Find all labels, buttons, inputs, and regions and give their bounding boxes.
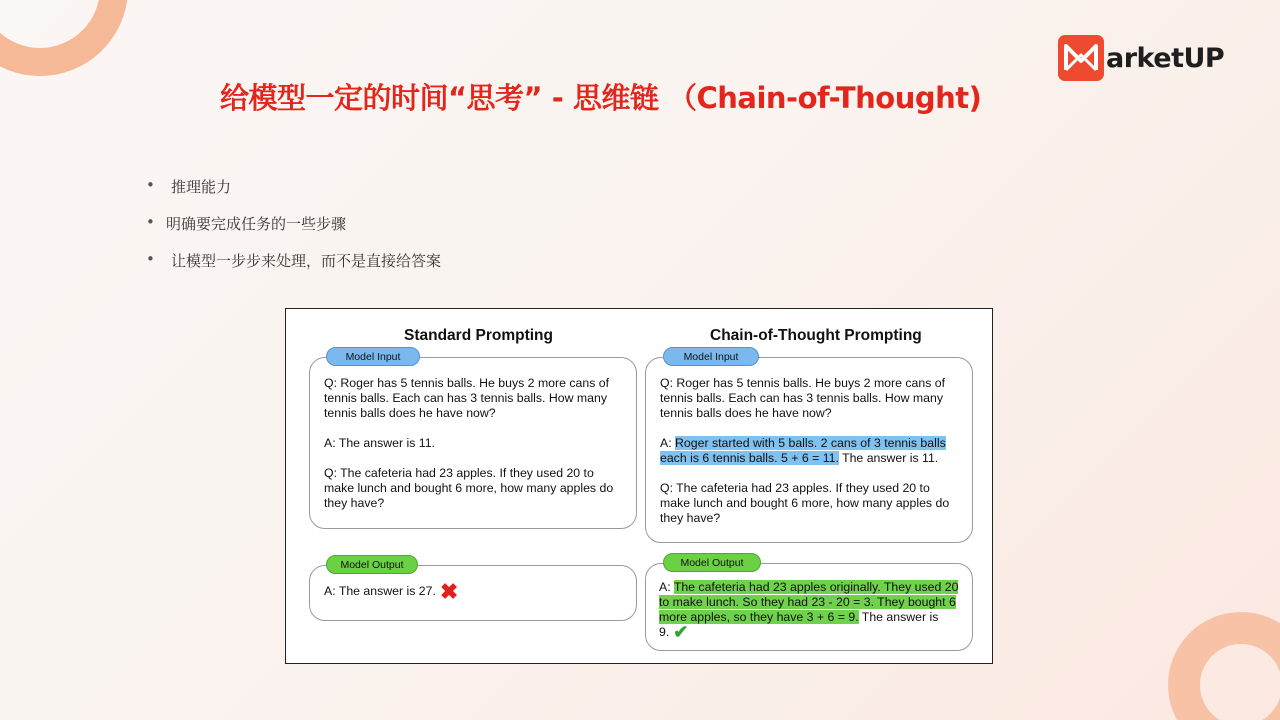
- cot-reasoning-highlight: Roger started with 5 balls. 2 cans of 3 tennis balls each is 6 tennis balls. 5 + 6 = 11.: [660, 436, 946, 465]
- cot-output-prefix: A:: [659, 580, 674, 594]
- standard-model-input-pill: Model Input: [326, 347, 420, 366]
- cot-prompting-title: Chain-of-Thought Prompting: [710, 327, 922, 344]
- prompting-comparison-figure: [285, 308, 993, 664]
- cross-icon: ✖: [439, 579, 459, 605]
- standard-input-question-1: Q: Roger has 5 tennis balls. He buys 2 more cans of tennis balls. Each can has 3 tennis balls. How many tennis balls does he have now?: [324, 376, 610, 420]
- cot-answer-suffix: The answer is 11.: [838, 451, 939, 465]
- standard-prompting-title: Standard Prompting: [404, 327, 553, 344]
- cot-output-box: [645, 563, 973, 651]
- slide-title: 给模型一定的时间“思考” - 思维链 （Chain-of-Thought): [220, 81, 982, 115]
- bullet-item: • 明确要完成任务的一些步骤: [146, 213, 347, 233]
- standard-output-text: A: The answer is 27.: [324, 584, 436, 598]
- bullet-list: [146, 176, 441, 287]
- cot-model-output-pill: Model Output: [663, 553, 761, 572]
- standard-input-answer-1: A: The answer is 11.: [324, 436, 435, 450]
- bullet-text: 推理能力: [171, 178, 232, 196]
- cot-output-suffix: The answer is 9.: [659, 610, 939, 639]
- logo-wordmark: arketUP: [1106, 42, 1225, 74]
- bullet-item: • 推理能力: [146, 176, 232, 196]
- decorative-arc-top-left: [0, 0, 128, 76]
- cot-answer-prefix: A:: [660, 436, 676, 450]
- marketup-logo: [1058, 33, 1224, 83]
- decorative-ring-bottom-right: [1168, 612, 1280, 720]
- standard-model-output-pill: Model Output: [326, 555, 418, 574]
- cot-input-answer-1: [660, 436, 959, 466]
- standard-input-question-2: Q: The cafeteria had 23 apples. If they used 20 to make lunch and bought 6 more, how many apples do they have?: [324, 466, 614, 510]
- cot-input-question-2: Q: The cafeteria had 23 apples. If they used 20 to make lunch and bought 6 more, how many apples do they have?: [660, 481, 950, 525]
- cot-model-input-pill: Model Input: [663, 347, 759, 366]
- cot-input-question-1: Q: Roger has 5 tennis balls. He buys 2 more cans of tennis balls. Each can has 3 tennis balls. How many tennis balls does he have now?: [660, 376, 946, 420]
- marketup-logo-icon: [1058, 35, 1104, 81]
- check-icon: ✔: [673, 622, 689, 643]
- standard-input-box: [309, 357, 637, 529]
- cot-input-box: [645, 357, 973, 543]
- bullet-item: • 让模型一步步来处理，而不是直接给答案: [146, 250, 442, 270]
- bullet-text: 明确要完成任务的一些步骤: [166, 215, 347, 233]
- bullet-text: 让模型一步步来处理，而不是直接给答案: [171, 252, 442, 270]
- cot-output-reasoning-highlight: The cafeteria had 23 apples originally. They used 20 to make lunch. So they had 23 - 20 = 3. They bought 6 more apples, so they have 3 + 6 = 9.: [659, 580, 959, 624]
